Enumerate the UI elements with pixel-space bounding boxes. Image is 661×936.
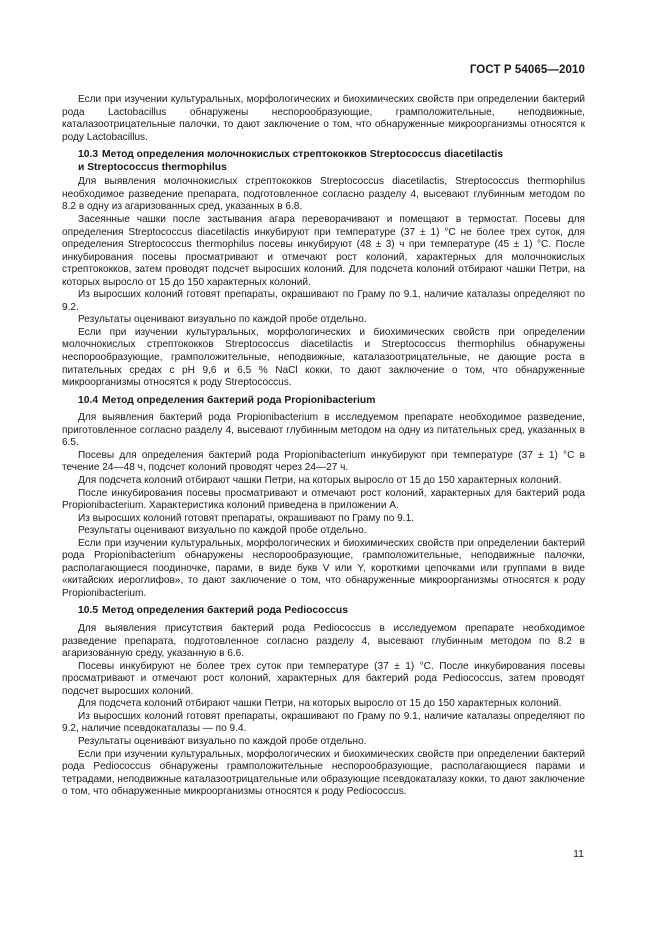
paragraph: Для выявления присутствия бактерий рода Pediococcus в исследуемом препарате необходимое разведение препарата, подготовленное согласно разделу 4, высевают глубинным методом по 8.2 в агаризованную среду, указанную в 6.6. xyxy=(62,623,585,660)
paragraph: Если при изучении культуральных, морфологических и биохимических свойств при определении бактерий рода Pediococcus обнаружены грамположительные неспорообразующие, располагающиеся парами и тетрадами, неподвижные каталазоотрицательные или образующие псевдокаталазу кокки, то дают заключение о том, что обнаруженные микроорганизмы относятся к роду Pediococcus. xyxy=(62,748,585,798)
section-number: 10.5 xyxy=(78,605,99,617)
section-10-3-heading-line2: и Streptococcus thermophilus xyxy=(78,161,227,173)
document-header: ГОСТ Р 54065—2010 xyxy=(469,64,585,76)
section-10-4-heading xyxy=(62,395,585,408)
paragraph: Посевы инкубируют не более трех суток при температуре (37 ± 1) °С. После инкубирования посевы просматривают и отмечают рост колоний, характерных для бактерий рода Pediococcus, затем проводят подсчет выросших колоний. xyxy=(62,660,585,697)
paragraph: Если при изучении культуральных, морфологических и биохимических свойств при определении бактерий рода Propionibacterium обнаружены неспорообразующие, грамположительные, неподвижные палочки, располагающиеся поодиночке, парами, в виде букв V или Y, короткими цепочками или группами в виде «китайских иероглифов», то дают заключение о том, что обнаруженные микроорганизмы относятся к роду Propionibacterium. xyxy=(62,537,585,599)
paragraph: Результаты оценивают визуально по каждой пробе отдельно. xyxy=(78,735,367,747)
paragraph: Для подсчета колоний отбирают чашки Петри, на которых выросло от 15 до 150 характерных колоний. xyxy=(78,475,562,486)
paragraph: Для выявления бактерий рода Propionibacterium в исследуемом препарате необходимое разведение, приготовленное согласно разделу 4, высевают глубинным методом на одну из питательных сред, указанных в 6.5. xyxy=(62,412,585,449)
paragraph: Из выросших колоний готовят препараты, окрашивают по Граму по 9.1. xyxy=(78,512,415,524)
document-body xyxy=(62,94,585,799)
page-number: 11 xyxy=(573,848,584,860)
section-10-5-heading xyxy=(62,605,585,618)
section-title: Метод определения бактерий рода Propionibacterium xyxy=(102,394,376,406)
paragraph: Из выросших колоний готовят препараты, окрашивают по Граму по 9.1, наличие каталазы определяют по 9.2, наличие псевдокаталазы — по 9.4. xyxy=(62,710,585,735)
paragraph: Засеянные чашки после застывания агара переворачивают и помещают в термостат. Посевы для определения Streptococcus diacetilactis инкубируют при температуре (37 ± 1) °С не более трех суток, для определения Streptococcus thermophilus посевы инкубируют (48 ± 3) ч при температуре (45 ± 1) °С. После инкубирования посевы просматривают и отмечают рост колоний, характерных для молочнокислых стрептококков, затем проводят подсчет выросших колоний. Для подсчета колоний отбирают чашки Петри, на которых выросло от 15 до 150 характерных колоний. xyxy=(62,214,585,288)
paragraph: Если при изучении культуральных, морфологических и биохимических свойств при определении молочнокислых стрептококков Streptococcus diacetilactis и Streptococcus thermophilus обнаружены неспорообразующие, грамположительные, неподвижные, каталазоотрицательные, не дающие роста в питательных средах с рН 9,6 и 6,5 % NaCl кокки, то дают заключение о том, что обнаруженные микроорганизмы относятся к роду Streptococcus. xyxy=(62,326,585,389)
section-10-3-heading xyxy=(62,149,585,162)
paragraph: Результаты оценивают визуально по каждой пробе отдельно. xyxy=(78,525,367,537)
intro-paragraph: Если при изучении культуральных, морфологических и биохимических свойств при определении бактерий рода Lactobacillus обнаружены неспорообразующие, грамположительные, неподвижные, каталазоотрицательные палочки, то дают заключение о том, что обнаруженные микроорганизмы относятся к роду Lactobacillus. xyxy=(62,94,585,143)
paragraph: После инкубирования посевы просматривают и отмечают рост колоний, характерных для бактерий рода Propionibacterium. Характеристика колоний приведена в приложении А. xyxy=(62,487,585,512)
paragraph: Результаты оценивают визуально по каждой пробе отдельно. xyxy=(78,314,367,326)
section-title: Метод определения бактерий рода Pediococcus xyxy=(102,605,348,617)
paragraph: Для подсчета колоний отбирают чашки Петри, на которых выросло от 15 до 150 характерных колоний. xyxy=(78,698,562,710)
paragraph: Из выросших колоний готовят препараты, окрашивают по Граму по 9.1, наличие каталазы определяют по 9.2. xyxy=(62,289,585,313)
paragraph: Для выявления молочнокислых стрептококков Streptococcus diacetilactis, Streptococcus thermophilus необходимое разведение препарата, подготовленное согласно разделу 4, высевают глубинным методом по 8.2 в одну из агаризованных сред, указанных в 6.8. xyxy=(62,176,585,213)
section-number: 10.3 xyxy=(78,149,99,161)
paragraph: Посевы для определения бактерий рода Propionibacterium инкубируют при температуре (37 ± 1) °С в течение 24—48 ч, подсчет колоний проводят через 24—27 ч. xyxy=(62,449,585,474)
section-number: 10.4 xyxy=(78,394,99,406)
section-title: Метод определения молочнокислых стрептококков Streptococcus diacetilactis xyxy=(102,149,504,161)
